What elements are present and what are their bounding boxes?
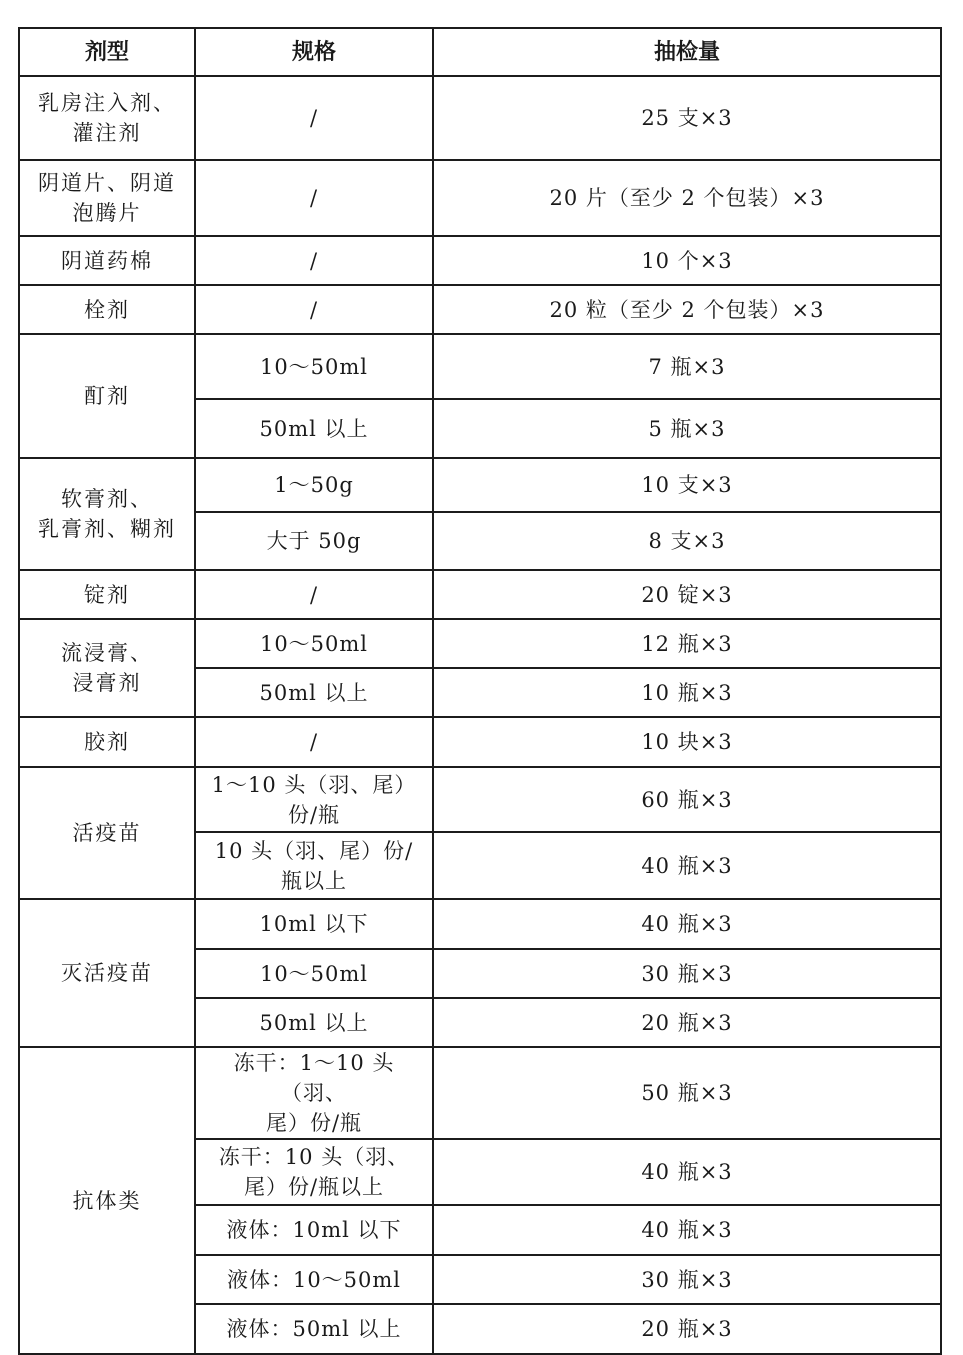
form-cell: 栓剂 — [19, 285, 195, 334]
form-cell: 阴道药棉 — [19, 236, 195, 285]
table-row — [19, 767, 941, 832]
header-spec: 规格 — [195, 28, 433, 76]
spec-cell: / — [195, 285, 433, 334]
form-cell: 灭活疫苗 — [19, 899, 195, 1047]
qty-cell: 40 瓶×3 — [433, 832, 941, 899]
sampling-table — [18, 27, 942, 1355]
table-row — [19, 570, 941, 619]
qty-cell: 20 片（至少 2 个包装）×3 — [433, 160, 941, 236]
header-row — [19, 28, 941, 76]
table-row — [19, 619, 941, 668]
spec-cell: 50ml 以上 — [195, 998, 433, 1047]
qty-cell: 5 瓶×3 — [433, 399, 941, 458]
qty-cell: 25 支×3 — [433, 76, 941, 160]
qty-cell: 20 锭×3 — [433, 570, 941, 619]
spec-cell: 10～50ml — [195, 619, 433, 668]
header-form: 剂型 — [19, 28, 195, 76]
spec-cell: / — [195, 236, 433, 285]
form-cell: 流浸膏、 浸膏剂 — [19, 619, 195, 717]
table-row — [19, 160, 941, 236]
spec-cell: 10～50ml — [195, 949, 433, 998]
spec-cell: 1～50g — [195, 458, 433, 512]
table-row — [19, 236, 941, 285]
table-row — [19, 1047, 941, 1139]
qty-cell: 20 瓶×3 — [433, 998, 941, 1047]
qty-cell: 30 瓶×3 — [433, 1255, 941, 1304]
qty-cell: 10 支×3 — [433, 458, 941, 512]
spec-cell: / — [195, 570, 433, 619]
qty-cell: 40 瓶×3 — [433, 899, 941, 949]
qty-cell: 10 个×3 — [433, 236, 941, 285]
spec-cell: 10 头（羽、尾）份/ 瓶以上 — [195, 832, 433, 899]
spec-cell: 液体：10～50ml — [195, 1255, 433, 1304]
spec-cell: 冻干：1～10 头（羽、 尾）份/瓶 — [195, 1047, 433, 1139]
qty-cell: 30 瓶×3 — [433, 949, 941, 998]
qty-cell: 40 瓶×3 — [433, 1139, 941, 1205]
form-cell: 抗体类 — [19, 1047, 195, 1354]
table-row — [19, 285, 941, 334]
form-cell: 阴道片、阴道 泡腾片 — [19, 160, 195, 236]
spec-cell: 1～10 头（羽、尾） 份/瓶 — [195, 767, 433, 832]
table-row — [19, 717, 941, 767]
form-cell: 活疫苗 — [19, 767, 195, 899]
qty-cell: 40 瓶×3 — [433, 1205, 941, 1255]
qty-cell: 60 瓶×3 — [433, 767, 941, 832]
qty-cell: 12 瓶×3 — [433, 619, 941, 668]
form-cell: 锭剂 — [19, 570, 195, 619]
form-cell: 软膏剂、 乳膏剂、糊剂 — [19, 458, 195, 570]
table-row — [19, 334, 941, 399]
qty-cell: 10 瓶×3 — [433, 668, 941, 717]
header-qty: 抽检量 — [433, 28, 941, 76]
spec-cell: / — [195, 160, 433, 236]
spec-cell: / — [195, 76, 433, 160]
qty-cell: 8 支×3 — [433, 512, 941, 570]
spec-cell: 10～50ml — [195, 334, 433, 399]
form-cell: 酊剂 — [19, 334, 195, 458]
spec-cell: 10ml 以下 — [195, 899, 433, 949]
spec-cell: 50ml 以上 — [195, 399, 433, 458]
qty-cell: 20 粒（至少 2 个包装）×3 — [433, 285, 941, 334]
qty-cell: 7 瓶×3 — [433, 334, 941, 399]
spec-cell: 液体：50ml 以上 — [195, 1304, 433, 1354]
spec-cell: 50ml 以上 — [195, 668, 433, 717]
table-row — [19, 458, 941, 512]
spec-cell: / — [195, 717, 433, 767]
qty-cell: 50 瓶×3 — [433, 1047, 941, 1139]
table-row — [19, 899, 941, 949]
form-cell: 乳房注入剂、 灌注剂 — [19, 76, 195, 160]
qty-cell: 10 块×3 — [433, 717, 941, 767]
spec-cell: 冻干：10 头（羽、 尾）份/瓶以上 — [195, 1139, 433, 1205]
spec-cell: 液体：10ml 以下 — [195, 1205, 433, 1255]
table-row — [19, 76, 941, 160]
spec-cell: 大于 50g — [195, 512, 433, 570]
qty-cell: 20 瓶×3 — [433, 1304, 941, 1354]
form-cell: 胶剂 — [19, 717, 195, 767]
